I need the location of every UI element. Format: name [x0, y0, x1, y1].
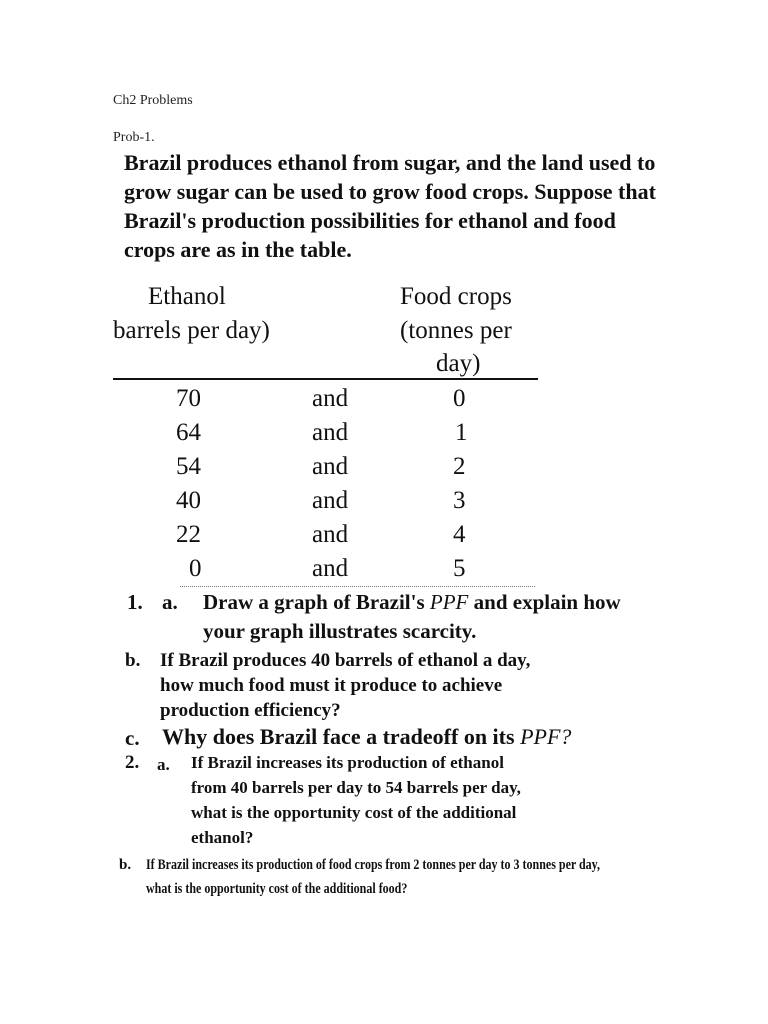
problem-label: Prob-1. [113, 130, 155, 145]
table-bottom-dotted-rule [180, 586, 535, 587]
q1c-ppf: PPF? [520, 724, 572, 749]
q2b-line1: If Brazil increases its production of food crops from 2 tonnes per day to 3 tonnes per day, [146, 857, 601, 873]
q1a-ppf: PPF [429, 590, 469, 614]
joiner-cell: and [312, 385, 349, 412]
joiner-cell: and [312, 419, 349, 446]
joiner-cell: and [312, 555, 349, 582]
table-header-rule [113, 378, 538, 380]
q1a-label: a. [162, 590, 178, 614]
q1b-line1: If Brazil produces 40 barrels of ethanol a day, [160, 650, 531, 671]
q2b-line2: what is the opportunity cost of the additional food? [146, 881, 408, 897]
ethanol-cell: 0 [189, 555, 202, 582]
chapter-heading: Ch2 Problems [113, 93, 193, 108]
q1-number: 1. [127, 590, 143, 614]
col-header-ethanol-line1: Ethanol [148, 283, 226, 310]
q1a-text-pre: Draw a graph of Brazil's [203, 590, 425, 614]
food-cell: 3 [453, 487, 466, 514]
q2a-line1: If Brazil increases its production of ethanol [191, 753, 504, 772]
q2a-line4: ethanol? [191, 828, 254, 847]
joiner-cell: and [312, 521, 349, 548]
food-cell: 4 [453, 521, 466, 548]
q1a-line2: your graph illustrates scarcity. [203, 619, 477, 643]
food-cell: 2 [453, 453, 466, 480]
ethanol-cell: 70 [176, 385, 201, 412]
joiner-cell: and [312, 453, 349, 480]
q1b-label: b. [125, 650, 141, 671]
q1a-line1 [203, 590, 621, 615]
q1c-text: Why does Brazil face a tradeoff on its [162, 724, 515, 749]
q2-number: 2. [125, 752, 140, 773]
q1c-line [162, 724, 571, 750]
food-cell: 5 [453, 555, 466, 582]
q1c-label: c. [125, 726, 140, 750]
food-cell: 0 [453, 385, 466, 412]
col-header-ethanol-line2: barrels per day) [113, 317, 270, 344]
q1b-line2: how much food must it produce to achieve [160, 675, 503, 696]
q2b-label: b. [119, 857, 132, 873]
col-header-food-line3: day) [436, 350, 481, 377]
ethanol-cell: 22 [176, 521, 201, 548]
problem-intro: Brazil produces ethanol from sugar, and the land used to grow sugar can be used to grow food crops. Suppose that Brazil's production possibilities for ethanol and food crops are as in the table. [124, 150, 656, 262]
ethanol-cell: 54 [176, 453, 201, 480]
q1a-text-post: and explain how [473, 590, 621, 614]
col-header-food-line2: (tonnes per [400, 317, 512, 344]
q1b-line3: production efficiency? [160, 700, 341, 721]
q2a-line3: what is the opportunity cost of the additional [191, 803, 517, 822]
joiner-cell: and [312, 487, 349, 514]
ethanol-cell: 40 [176, 487, 201, 514]
ethanol-cell: 64 [176, 419, 201, 446]
q2a-line2: from 40 barrels per day to 54 barrels per day, [191, 778, 521, 797]
food-cell: 1 [455, 419, 468, 446]
col-header-food-line1: Food crops [400, 283, 512, 310]
q2a-label: a. [157, 755, 170, 774]
